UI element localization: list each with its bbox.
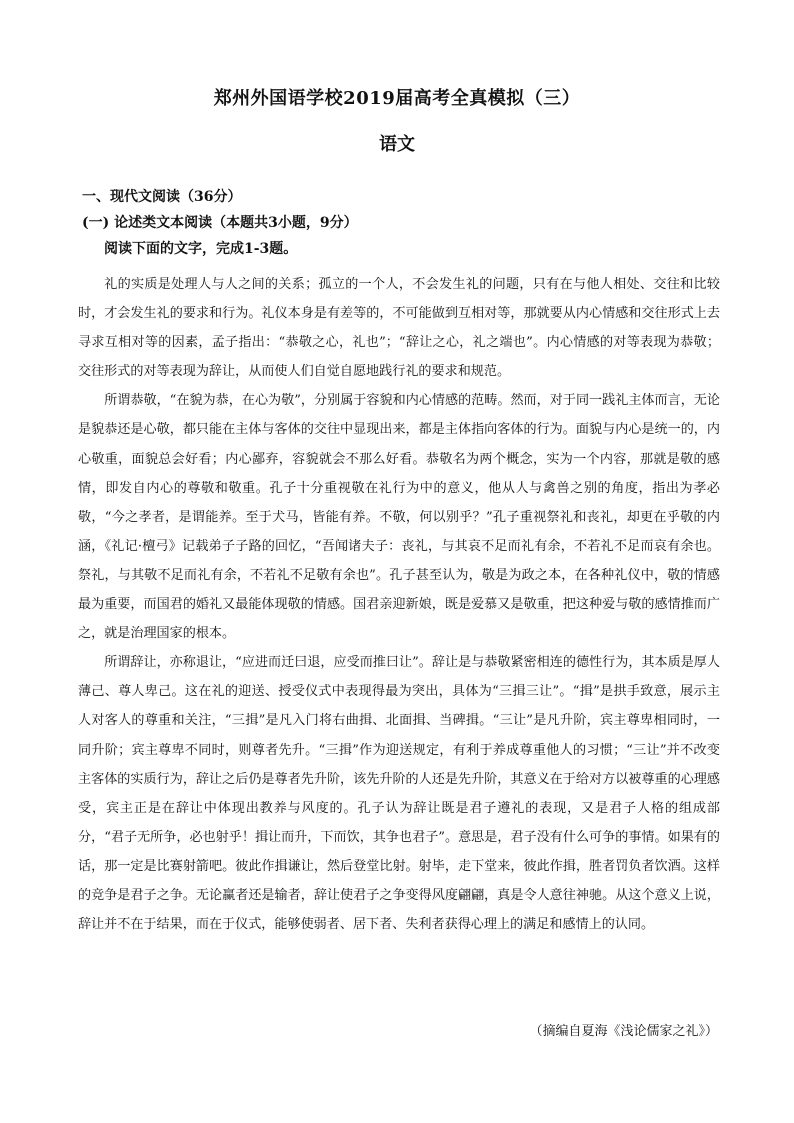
passage-source: （摘编自夏海《浅论儒家之礼》） <box>529 1024 718 1039</box>
reading-instruction: 阅读下面的文字，完成1-3题。 <box>104 241 298 257</box>
section-heading-argumentative: (一) 论述类文本阅读（本题共3小题，9分） <box>82 215 358 231</box>
subject-heading: 语文 <box>379 134 415 155</box>
passage-paragraph-1: 礼的实质是处理人与人之间的关系；孤立的一个人，不会发生礼的问题，只有在与他人相处、交往和比较时，才会发生礼的要求和行为。礼仪本身是有差等的，不可能做到互相对等，那就要从内心情感和交往形式上去寻求互相对等的因素，孟子指出：“恭敬之心，礼也”；“辞让之心，礼之端也”。内心情感的对等表现为恭敬；交往形式的对等表现为辞让，从而使人们自觉自愿地践行礼的要求和规范。 <box>78 277 720 380</box>
section-heading-reading: 一、现代文阅读（36分） <box>82 189 242 205</box>
exam-title: 郑州外国语学校2019届高考全真模拟（三） <box>213 88 581 109</box>
passage-paragraph-3: 所谓辞让，亦称退让，“应进而迁曰退，应受而推曰让”。辞让是与恭敬紧密相连的德性行为，其本质是厚人薄己、尊人卑己。这在礼的迎送、授受仪式中表现得最为突出，具体为“三揖三让”。“揖”是拱手致意，展示主人对客人的尊重和关注，“三揖”是凡入门将右曲揖、北面揖、当碑揖。“三让”是凡升阶，宾主尊卑相同时，一同升阶；宾主尊卑不同时，则尊者先升。“三揖”作为迎送规定，有利于养成尊重他人的习惯；“三让”并不改变主客体的实质行为，辞让之后仍是尊者先升阶，该先升阶的人还是先升阶，其意义在于给对方以被尊重的心理感受，宾主正是在辞让中体现出教养与风度的。孔子认为辞让既是君子遵礼的表现，又是君子人格的组成部分，“君子无所争，必也射乎！揖让而升，下而饮，其争也君子”。意思是，君子没有什么可争的事情。如果有的话，那一定是比赛射箭吧。彼此作揖谦让，然后登堂比射。射毕，走下堂来，彼此作揖，胜者罚负者饮酒。这样的竞争是君子之争。无论赢者还是输者，辞让使君子之争变得风度翩翩，真是令人意往神驰。从这个意义上说，辞让并不在于结果，而在于仪式，能够使弱者、居下者、失利者获得心理上的满足和感情上的认同。 <box>78 655 720 933</box>
passage-paragraph-2: 所谓恭敬，“在貌为恭，在心为敬”，分别属于容貌和内心情感的范畴。然而，对于同一践礼主体而言，无论是貌恭还是心敬，都只能在主体与客体的交往中显现出来，都是主体指向客体的行为。面貌与内心是统一的，内心敬重，面貌总会好看；内心鄙弃，容貌就会不那么好看。恭敬名为两个概念，实为一个内容，那就是敬的感情，即发自内心的尊敬和敬重。孔子十分重视敬在礼行为中的意义，他从人与禽兽之别的角度，指出为孝必敬，“今之孝者，是谓能养。至于犬马，皆能有养。不敬，何以别乎？”孔子重视祭礼和丧礼，却更在乎敬的内涵，《礼记·檀弓》记载弟子子路的回忆，“吾闻诸夫子：丧礼，与其哀不足而礼有余，不若礼不足而哀有余也。祭礼，与其敬不足而礼有余，不若礼不足敬有余也”。孔子甚至认为，敬是为政之本，在各种礼仪中，敬的情感最为重要，而国君的婚礼又最能体现敬的情感。国君亲迎新娘，既是爱慕又是敬重，把这种爱与敬的感情推而广之，就是治理国家的根本。 <box>78 393 720 642</box>
reading-passage <box>78 270 720 939</box>
